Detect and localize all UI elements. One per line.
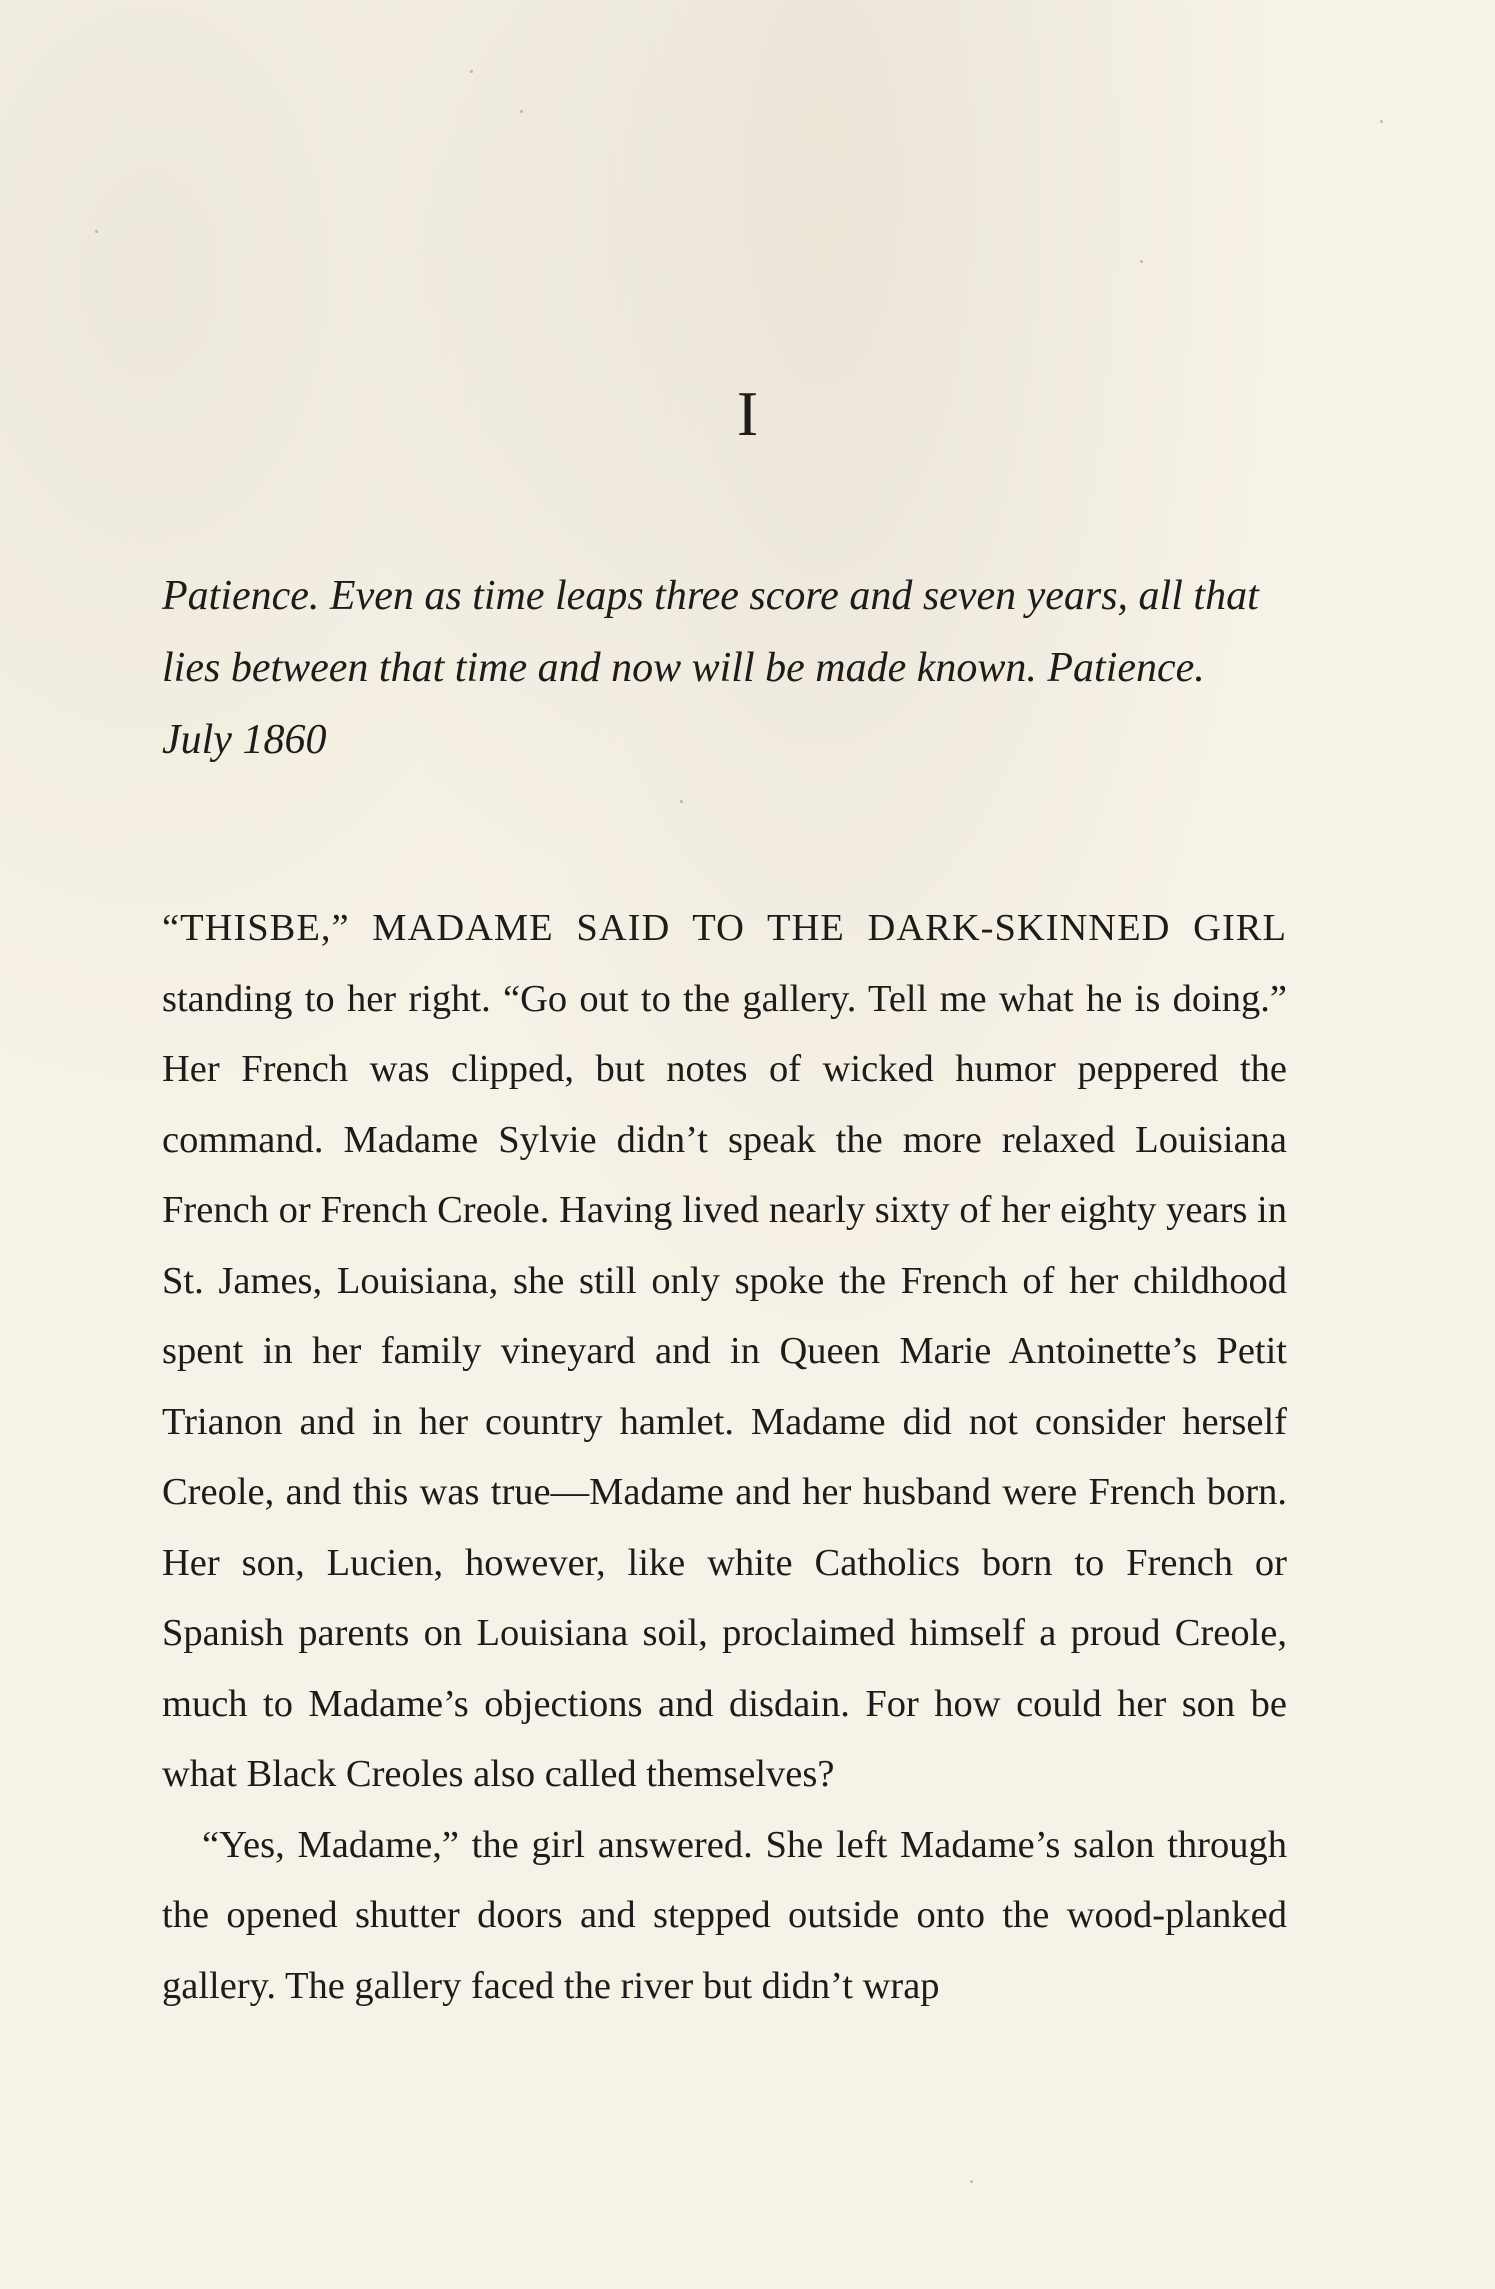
paper-speck <box>1380 120 1383 123</box>
epigraph-date: July 1860 <box>162 717 327 763</box>
paper-speck <box>1140 260 1143 263</box>
epigraph <box>162 560 1282 776</box>
paper-speck <box>95 230 98 233</box>
paragraph-text: standing to her right. “Go out to the gallery. Tell me what he is doing.” Her French was clipped, but notes of wicked humor peppered the command. Madame Sylvie didn’t speak the more relaxed Louisiana French or French Creole. Having lived nearly sixty of her eighty years in St. James, Louisiana, she still only spoke the French of her childhood spent in her family vineyard and in Queen Marie Antoinette’s Petit Trianon and in her country hamlet. Madame did not consider herself Creole, and this was true—Madame and her husband were French born. Her son, Lucien, however, like white Catholics born to French or Spanish parents on Louisiana soil, proclaimed himself a proud Creole, much to Madame’s objections and disdain. For how could her son be what Black Creoles also called themselves? <box>162 977 1287 1795</box>
paragraph: “Yes, Madame,” the girl answered. She left Madame’s salon through the opened shutter doors and stepped outside onto the wood-planked gallery. The gallery faced the river but didn’t wrap <box>162 1823 1287 2007</box>
paper-speck <box>680 800 683 803</box>
chapter-body <box>162 893 1287 2021</box>
paragraph <box>162 893 1287 1810</box>
chapter-number: I <box>736 378 759 449</box>
paper-speck <box>520 110 523 113</box>
paper-speck <box>970 2180 973 2183</box>
epigraph-text: Patience. Even as time leaps three score and seven years, all that lies between that time and now will be made known. Patience. <box>162 573 1259 691</box>
paragraph-opening: “THISBE,” MADAME SAID TO THE DARK-SKINNED GIRL <box>162 907 1287 949</box>
paper-speck <box>470 70 473 73</box>
